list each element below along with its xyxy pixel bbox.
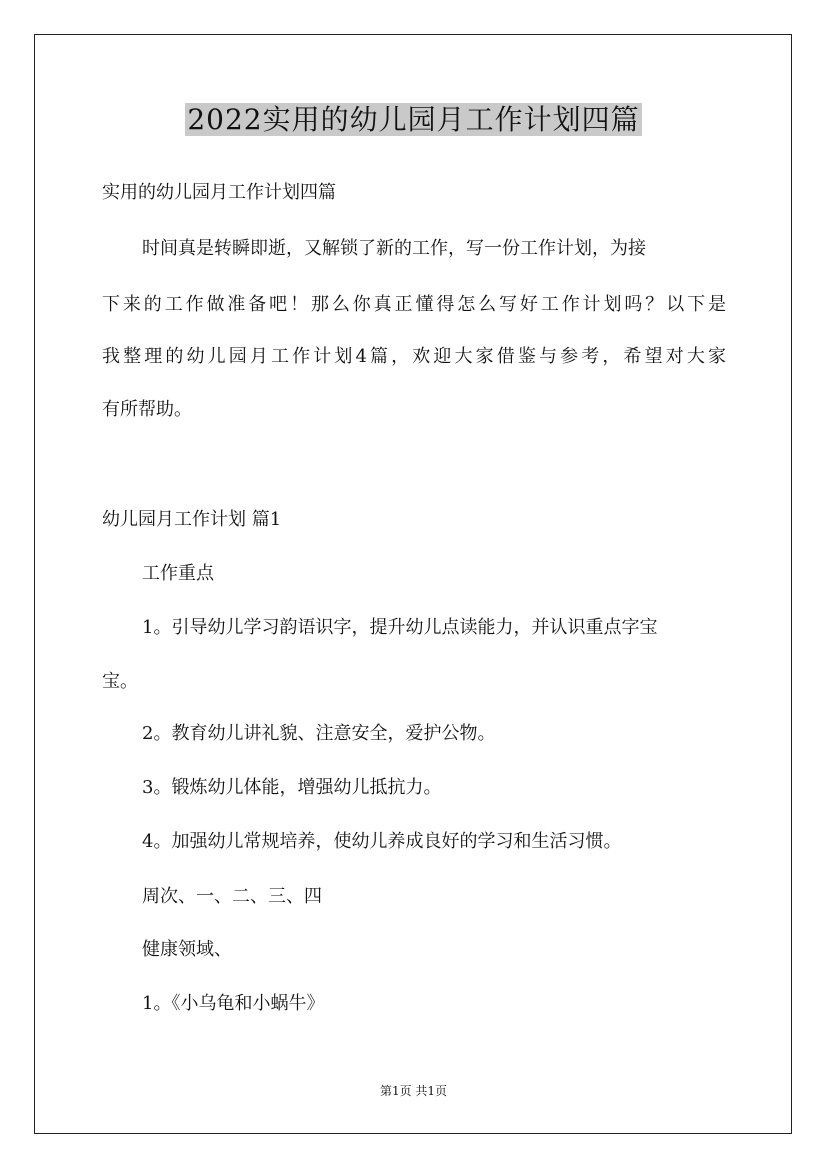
- work-item-3: 3。锻炼幼儿体能，增强幼儿抵抗力。: [142, 777, 442, 798]
- work-item-4: 4。加强幼儿常规培养，使幼儿养成良好的学习和生活习惯。: [142, 831, 622, 852]
- work-item-1: 1。引导幼儿学习韵语识字，提升幼儿点读能力，并认识重点字宝: [142, 617, 658, 638]
- health-domain-line: 健康领域、: [142, 939, 232, 960]
- section-heading: 幼儿园月工作计划 篇1: [102, 509, 282, 530]
- work-item-1-continued: 宝。: [102, 671, 138, 692]
- intro-line-3: 我整理的幼儿园月工作计划4篇，欢迎大家借鉴与参考，希望对大家: [102, 346, 726, 367]
- lesson-line: 1。《小乌龟和小蜗牛》: [142, 993, 325, 1014]
- work-item-2: 2。教育幼儿讲礼貌、注意安全，爱护公物。: [142, 723, 496, 744]
- page-footer: 第1页 共1页: [379, 1084, 448, 1098]
- focus-heading: 工作重点: [142, 563, 214, 584]
- week-line: 周次、一、二、三、四: [142, 886, 322, 907]
- intro-line-1: 时间真是转瞬即逝，又解锁了新的工作，写一份工作计划，为接: [142, 238, 646, 259]
- document-subtitle: 实用的幼儿园月工作计划四篇: [102, 182, 336, 203]
- document-title-text: 2022实用的幼儿园月工作计划四篇: [187, 103, 640, 136]
- document-title: [0, 98, 827, 142]
- intro-line-2: 下来的工作做准备吧！那么你真正懂得怎么写好工作计划吗？以下是: [102, 294, 726, 315]
- intro-line-4: 有所帮助。: [102, 399, 192, 420]
